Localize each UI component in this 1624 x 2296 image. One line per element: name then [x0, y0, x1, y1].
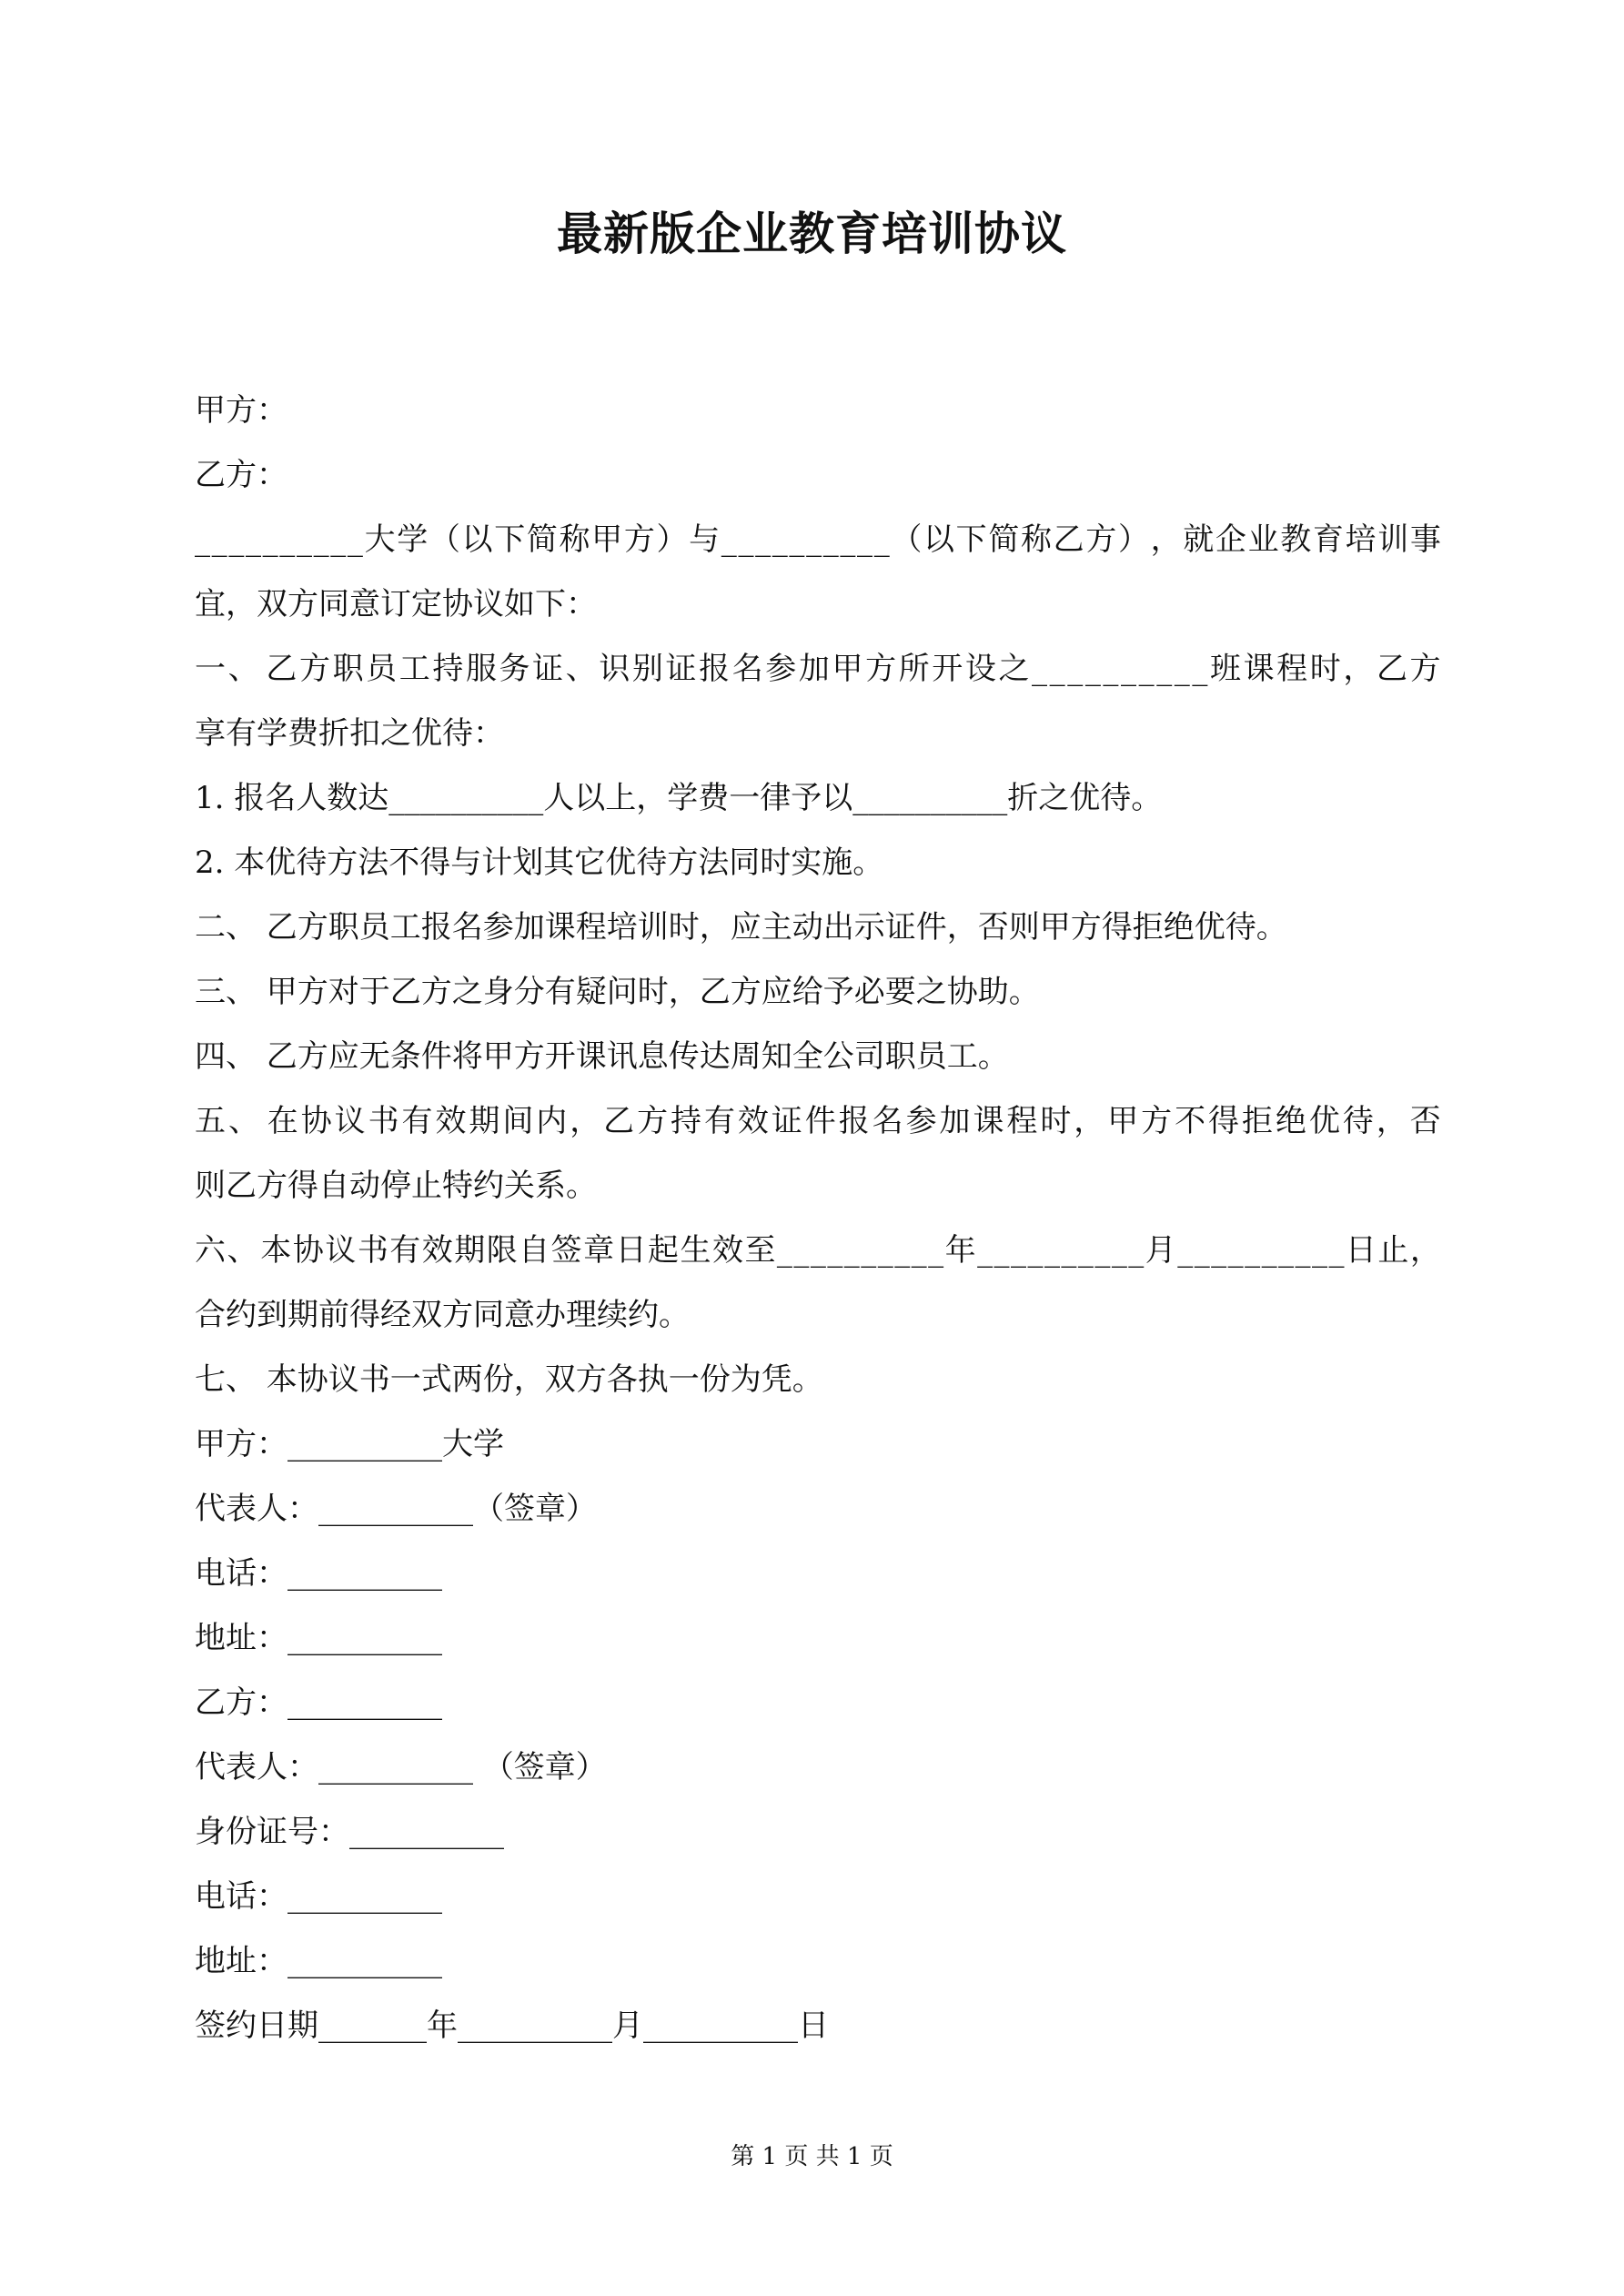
clause-1-item-2: 2. 本优待方法不得与计划其它优待方法同时实施。: [195, 845, 884, 881]
clause-7: 七、 本协议书一式两份，双方各执一份为凭。: [195, 1361, 823, 1398]
sign-party-a-phone: 电话：__________: [195, 1555, 442, 1592]
signing-date: 签约日期_______年__________月__________日: [195, 2008, 829, 2044]
party-b-line: 乙方：: [195, 457, 287, 493]
clause-5-line-2: 则乙方得自动停止特约关系。: [195, 1168, 597, 1204]
sign-party-b-phone: 电话：__________: [195, 1878, 442, 1915]
intro-line-1: _ _ _ _ _ _ _ _ _ _ 大 学 （ 以 下 简 称 甲 方 ） 与 _ _ _ _ _ _ _ _ _ _ （ 以 下 简 称 乙 方 ） ， 就 企 业 教 育 培 训 事: [195, 521, 1441, 558]
clause-6-line-1: 六 、 本 协 议 书 有 效 期 限 自 签 章 日 起 生 效 至 _ _ _ _ _ _ _ _ _ _ 年 _ _ _ _ _ _ _ _ _ _ 月 _ _ _ _ _ _ _ _ _ _ 日 止 ，: [195, 1232, 1441, 1269]
sign-party-a: 甲方：__________大学: [195, 1426, 504, 1462]
clause-3: 三、 甲方对于乙方之身分有疑问时，乙方应给予必要之协助。: [195, 974, 1040, 1010]
clause-1-line-2: 享有学费折扣之优待：: [195, 715, 504, 752]
sign-party-b: 乙方：__________: [195, 1684, 442, 1721]
page-footer: 第 1 页 共 1 页: [731, 2143, 893, 2170]
clause-4: 四、 乙方应无条件将甲方开课讯息传达周知全公司职员工。: [195, 1038, 1009, 1075]
clause-1-line-1: 一 、 乙 方 职 员 工 持 服 务 证 、 识 别 证 报 名 参 加 甲 方 所 开 设 之 _ _ _ _ _ _ _ _ _ _ 班 课 程 时 ， 乙 方: [195, 651, 1441, 687]
document-title: 最新版企业教育培训协议: [557, 207, 1067, 260]
sign-party-a-address: 地址：__________: [195, 1620, 442, 1656]
document-body: [195, 379, 1441, 2058]
intro-line-2: 宜，双方同意订定协议如下：: [195, 586, 597, 622]
clause-2: 二、 乙方职员工报名参加课程培训时，应主动出示证件，否则甲方得拒绝优待。: [195, 909, 1287, 946]
party-a-line: 甲方：: [195, 392, 287, 429]
sign-party-b-address: 地址：__________: [195, 1943, 442, 1979]
clause-5-line-1: 五 、 在 协 议 书 有 效 期 间 内 ， 乙 方 持 有 效 证 件 报 名 参 加 课 程 时 ， 甲 方 不 得 拒 绝 优 待 ， 否: [195, 1103, 1441, 1139]
clause-1-item-1: 1. 报名人数达__________人以上，学费一律予以__________折之优待。: [195, 780, 1163, 816]
sign-party-a-representative: 代表人：__________（签章）: [195, 1491, 597, 1527]
clause-6-line-2: 合约到期前得经双方同意办理续约。: [195, 1297, 690, 1333]
sign-party-b-id-number: 身份证号：__________: [195, 1814, 504, 1850]
sign-party-b-representative: 代表人：__________ （签章）: [195, 1749, 607, 1785]
